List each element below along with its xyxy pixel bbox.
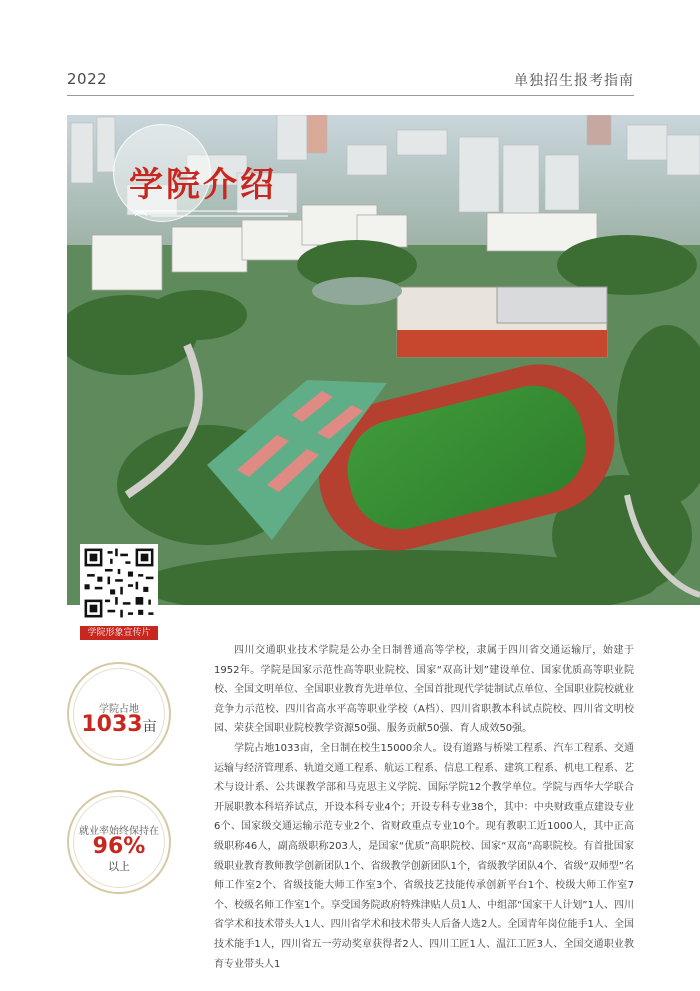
- qr-code-pattern: [82, 546, 156, 620]
- qr-caption: 学院形象宣传片: [80, 626, 158, 640]
- stat-area-value-line: [69, 712, 169, 737]
- stat-employment-unit: 以上: [108, 860, 130, 873]
- intro-body: [214, 641, 634, 974]
- section-title-badge: [113, 124, 303, 224]
- intro-paragraph-1: 四川交通职业技术学院是公办全日制普通高等学校，隶属于四川省交通运输厅，始建于1952年。学院是国家示范性高等职业院校、国家“双高计划”建设单位、国家优质高等职业院校、全国文明单位、全国职业教育先进单位、全国首批现代学徒制试点单位、全国职业院校就业竞争力示范校、四川省高水平高等职业学校（A档）、四川省职教本科试点院校、四川省文明校园、荣获全国职业院校教学资源50强、服务贡献50强、育人成效50强。: [214, 645, 634, 735]
- year-label: 2022: [67, 70, 108, 88]
- qr-code[interactable]: [80, 544, 158, 622]
- guide-title: 单独招生报考指南: [514, 73, 634, 89]
- title-underline-decoration: [133, 206, 293, 220]
- intro-paragraph-2: 学院占地1033亩，全日制在校生15000余人。设有道路与桥梁工程系、汽车工程系、交通运输与经济管理系、轨道交通工程系、航运工程系、信息工程系、建筑工程系、机电工程系、艺术与设计系、公共课教学部和马克思主义学院、国际学院12个教学单位。学院与西华大学联合开展职教本科培养试点，开设本科专业4个；开设专科专业38个，其中：中央财政重点建设专业6个、国家级交通运输示范专业2个、省财政重点专业10个。现有教职工近1000人，其中正高级职称46人，副高级职称203人，是国家“优质”高职院校、国家“双高”高职院校。有首批国家级职业教育教师教学创新团队1个、省级教学创新团队1个，省级教学团队4个、省级“双师型”名师工作室2个、省级技能大师工作室3个、省级技艺技能传承创新平台1个、校级大师工作室7个、校级名师工作室1个。享受国务院政府特殊津贴人员1人、中组部“国家干人计划”1人、四川省学术和技术带头人1人、四川省学术和技术带头人后备人选2人。全国青年岗位能手1人、全国技术能手1人，四川省五一劳动奖章获得者2人、四川工匠1人、温江工匠3人、全国交通职业教育专业带头人1: [214, 742, 634, 970]
- stat-area-label: 学院占地: [99, 704, 139, 715]
- header-divider: [67, 95, 634, 96]
- stat-employment-label: 就业率始终保持在: [79, 826, 159, 837]
- stat-area-value: 1033: [81, 712, 143, 737]
- stat-area-unit: 亩: [142, 719, 157, 735]
- stat-employment-value: 96%: [92, 834, 146, 859]
- section-title: 学院介绍: [129, 165, 277, 205]
- stat-employment-rate: [67, 790, 171, 894]
- stat-campus-area: [67, 662, 171, 766]
